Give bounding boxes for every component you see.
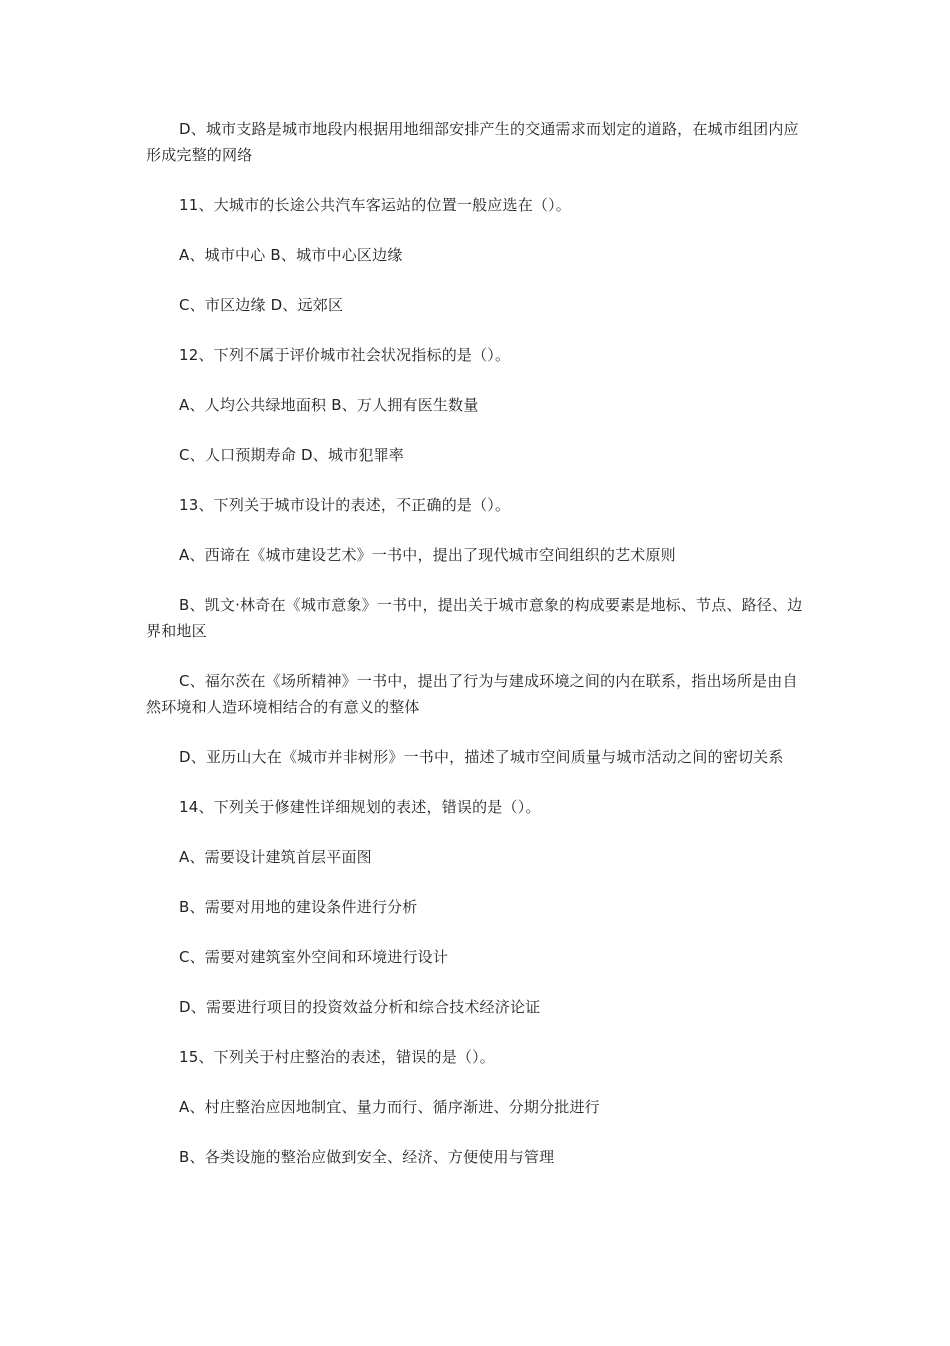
option-a-q13: A、西谛在《城市建设艺术》一书中，提出了现代城市空间组织的艺术原则 (179, 546, 676, 564)
option-b-q15: B、各类设施的整治应做到安全、经济、方便使用与管理 (179, 1148, 555, 1166)
document-body (146, 116, 810, 1194)
question-15: 15、下列关于村庄整治的表述，错误的是（）。 (179, 1048, 495, 1066)
option-d-q10: D、城市支路是城市地段内根据用地细部安排产生的交通需求而划定的道路，在城市组团内应形成完整的网络 (146, 120, 799, 164)
option-d-q14: D、需要进行项目的投资效益分析和综合技术经济论证 (179, 998, 541, 1016)
option-d-q13: D、亚历山大在《城市并非树形》一书中，描述了城市空间质量与城市活动之间的密切关系 (179, 748, 784, 766)
question-13: 13、下列关于城市设计的表述，不正确的是（）。 (179, 496, 511, 514)
options-ab-q11: A、城市中心 B、城市中心区边缘 (179, 246, 403, 264)
option-c-q14: C、需要对建筑室外空间和环境进行设计 (179, 948, 449, 966)
option-a-q14: A、需要设计建筑首层平面图 (179, 848, 372, 866)
option-c-q13: C、福尔茨在《场所精神》一书中，提出了行为与建成环境之间的内在联系，指出场所是由自然环境和人造环境相结合的有意义的整体 (146, 672, 798, 716)
options-ab-q12: A、人均公共绿地面积 B、万人拥有医生数量 (179, 396, 479, 414)
options-cd-q12: C、人口预期寿命 D、城市犯罪率 (179, 446, 404, 464)
option-a-q15: A、村庄整治应因地制宜、量力而行、循序渐进、分期分批进行 (179, 1098, 600, 1116)
question-12: 12、下列不属于评价城市社会状况指标的是（）。 (179, 346, 511, 364)
options-cd-q11: C、市区边缘 D、远郊区 (179, 296, 344, 314)
question-14: 14、下列关于修建性详细规划的表述，错误的是（）。 (179, 798, 541, 816)
question-11: 11、大城市的长途公共汽车客运站的位置一般应选在（）。 (179, 196, 571, 214)
option-b-q14: B、需要对用地的建设条件进行分析 (179, 898, 418, 916)
option-b-q13: B、凯文·林奇在《城市意象》一书中，提出关于城市意象的构成要素是地标、节点、路径、边界和地区 (146, 596, 803, 640)
